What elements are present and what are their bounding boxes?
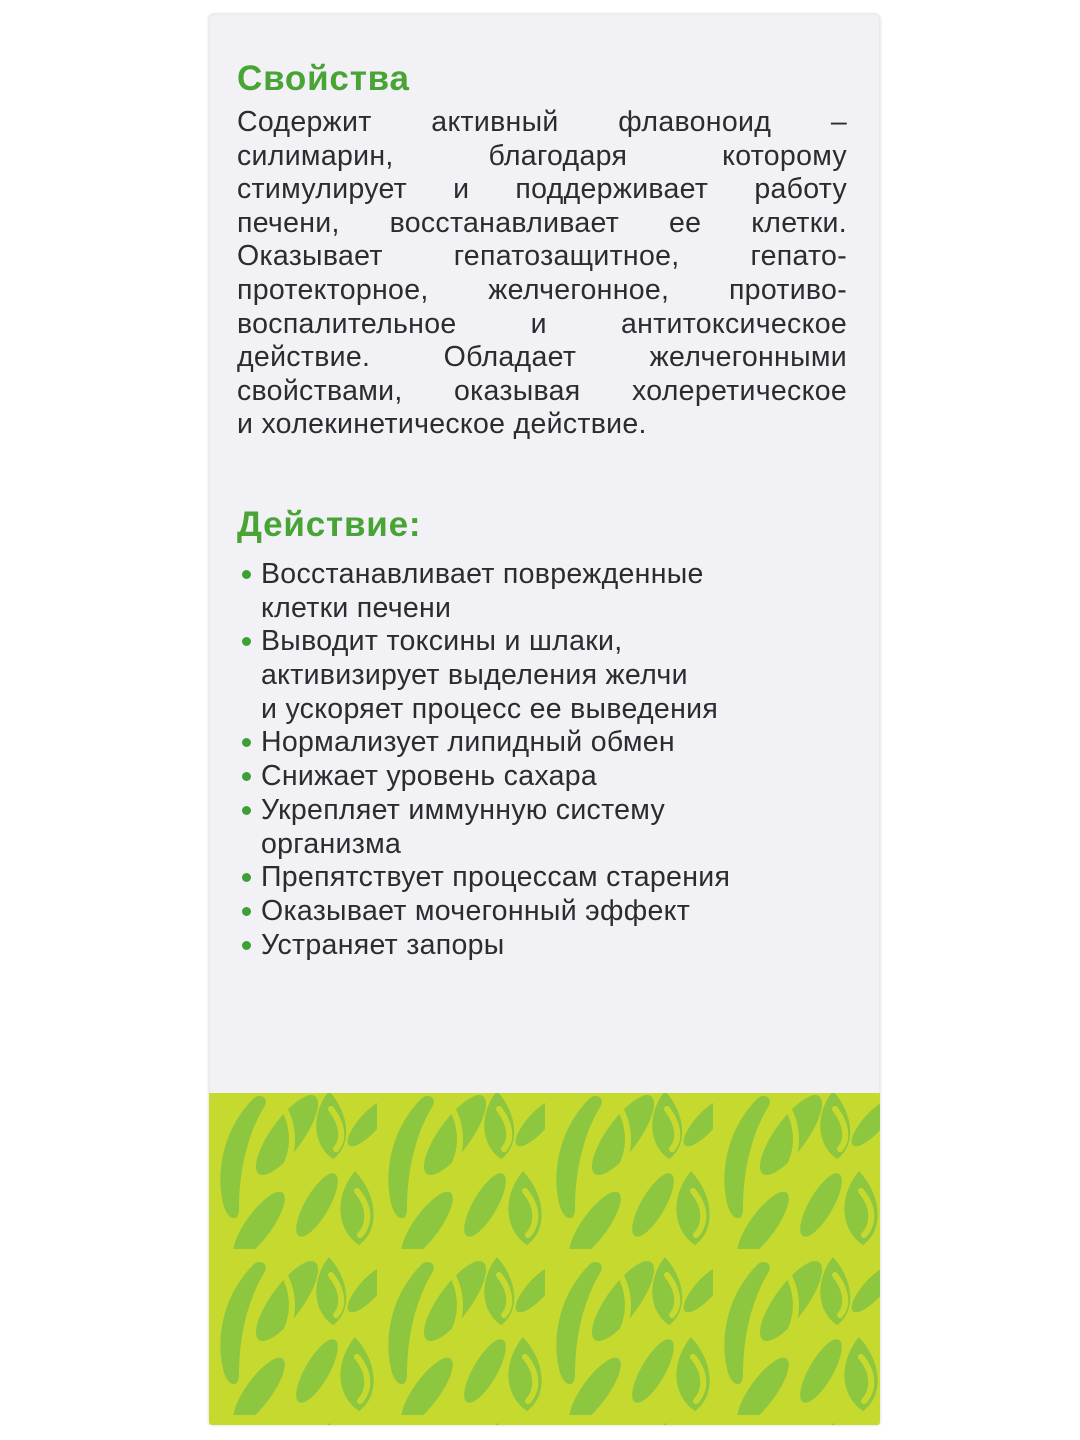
list-item-line: Укрепляет иммунную систему [261, 793, 666, 826]
paragraph-line: и холекинетическое действие. [237, 408, 647, 441]
paragraph-line: свойствами, оказывая холеретическое [237, 374, 847, 407]
package-panel [209, 14, 880, 1425]
list-item [237, 861, 847, 895]
list-item [237, 625, 847, 726]
list-item [237, 726, 847, 760]
leaf-pattern-band [209, 1093, 880, 1425]
list-item-line: Нормализует липидный обмен [261, 726, 675, 759]
paragraph-line: воспалительное и антитоксическое [237, 307, 847, 340]
paragraph-line: печени, восстанавливает ее клетки. [237, 206, 847, 239]
list-item [237, 794, 847, 861]
list-item [237, 895, 847, 929]
list-item-line: организма [261, 827, 402, 860]
bullet-icon [242, 570, 251, 579]
list-item [237, 558, 847, 625]
bullet-icon [242, 806, 251, 815]
list-item-line: активизирует выделения желчи [261, 659, 688, 692]
list-item-line: клетки печени [261, 591, 452, 624]
bullet-icon [242, 637, 251, 646]
properties-paragraph [237, 106, 847, 442]
paragraph-line: силимарин, благодаря которому [237, 139, 847, 172]
list-item-line: Снижает уровень сахара [261, 760, 598, 793]
paragraph-line: стимулирует и поддерживает работу [237, 173, 847, 206]
paragraph-line: Содержит активный флавоноид – [237, 106, 847, 138]
list-item [237, 929, 847, 963]
list-item-line: Устраняет запоры [261, 928, 505, 961]
bullet-icon [242, 873, 251, 882]
list-item [237, 760, 847, 794]
panel-content [237, 14, 847, 962]
actions-heading: Действие: [237, 504, 422, 544]
bullet-icon [242, 941, 251, 950]
bullet-icon [242, 738, 251, 747]
list-item-line: Восстанавливает поврежденные [261, 557, 704, 590]
paragraph-line: действие. Обладает желчегонными [237, 341, 847, 374]
actions-list [237, 558, 847, 962]
list-item-line: Препятствует процессам старения [261, 861, 731, 894]
properties-heading: Свойства [237, 59, 410, 98]
list-item-line: Выводит токсины и шлаки, [261, 625, 623, 658]
bullet-icon [242, 907, 251, 916]
list-item-line: и ускоряет процесс ее выведения [261, 692, 719, 725]
leaf-pattern-graphic [209, 1093, 880, 1425]
bullet-icon [242, 772, 251, 781]
paragraph-line: протекторное, желчегонное, противо- [237, 273, 847, 306]
paragraph-line: Оказывает гепатозащитное, гепато- [237, 240, 847, 273]
list-item-line: Оказывает мочегонный эффект [261, 894, 691, 927]
